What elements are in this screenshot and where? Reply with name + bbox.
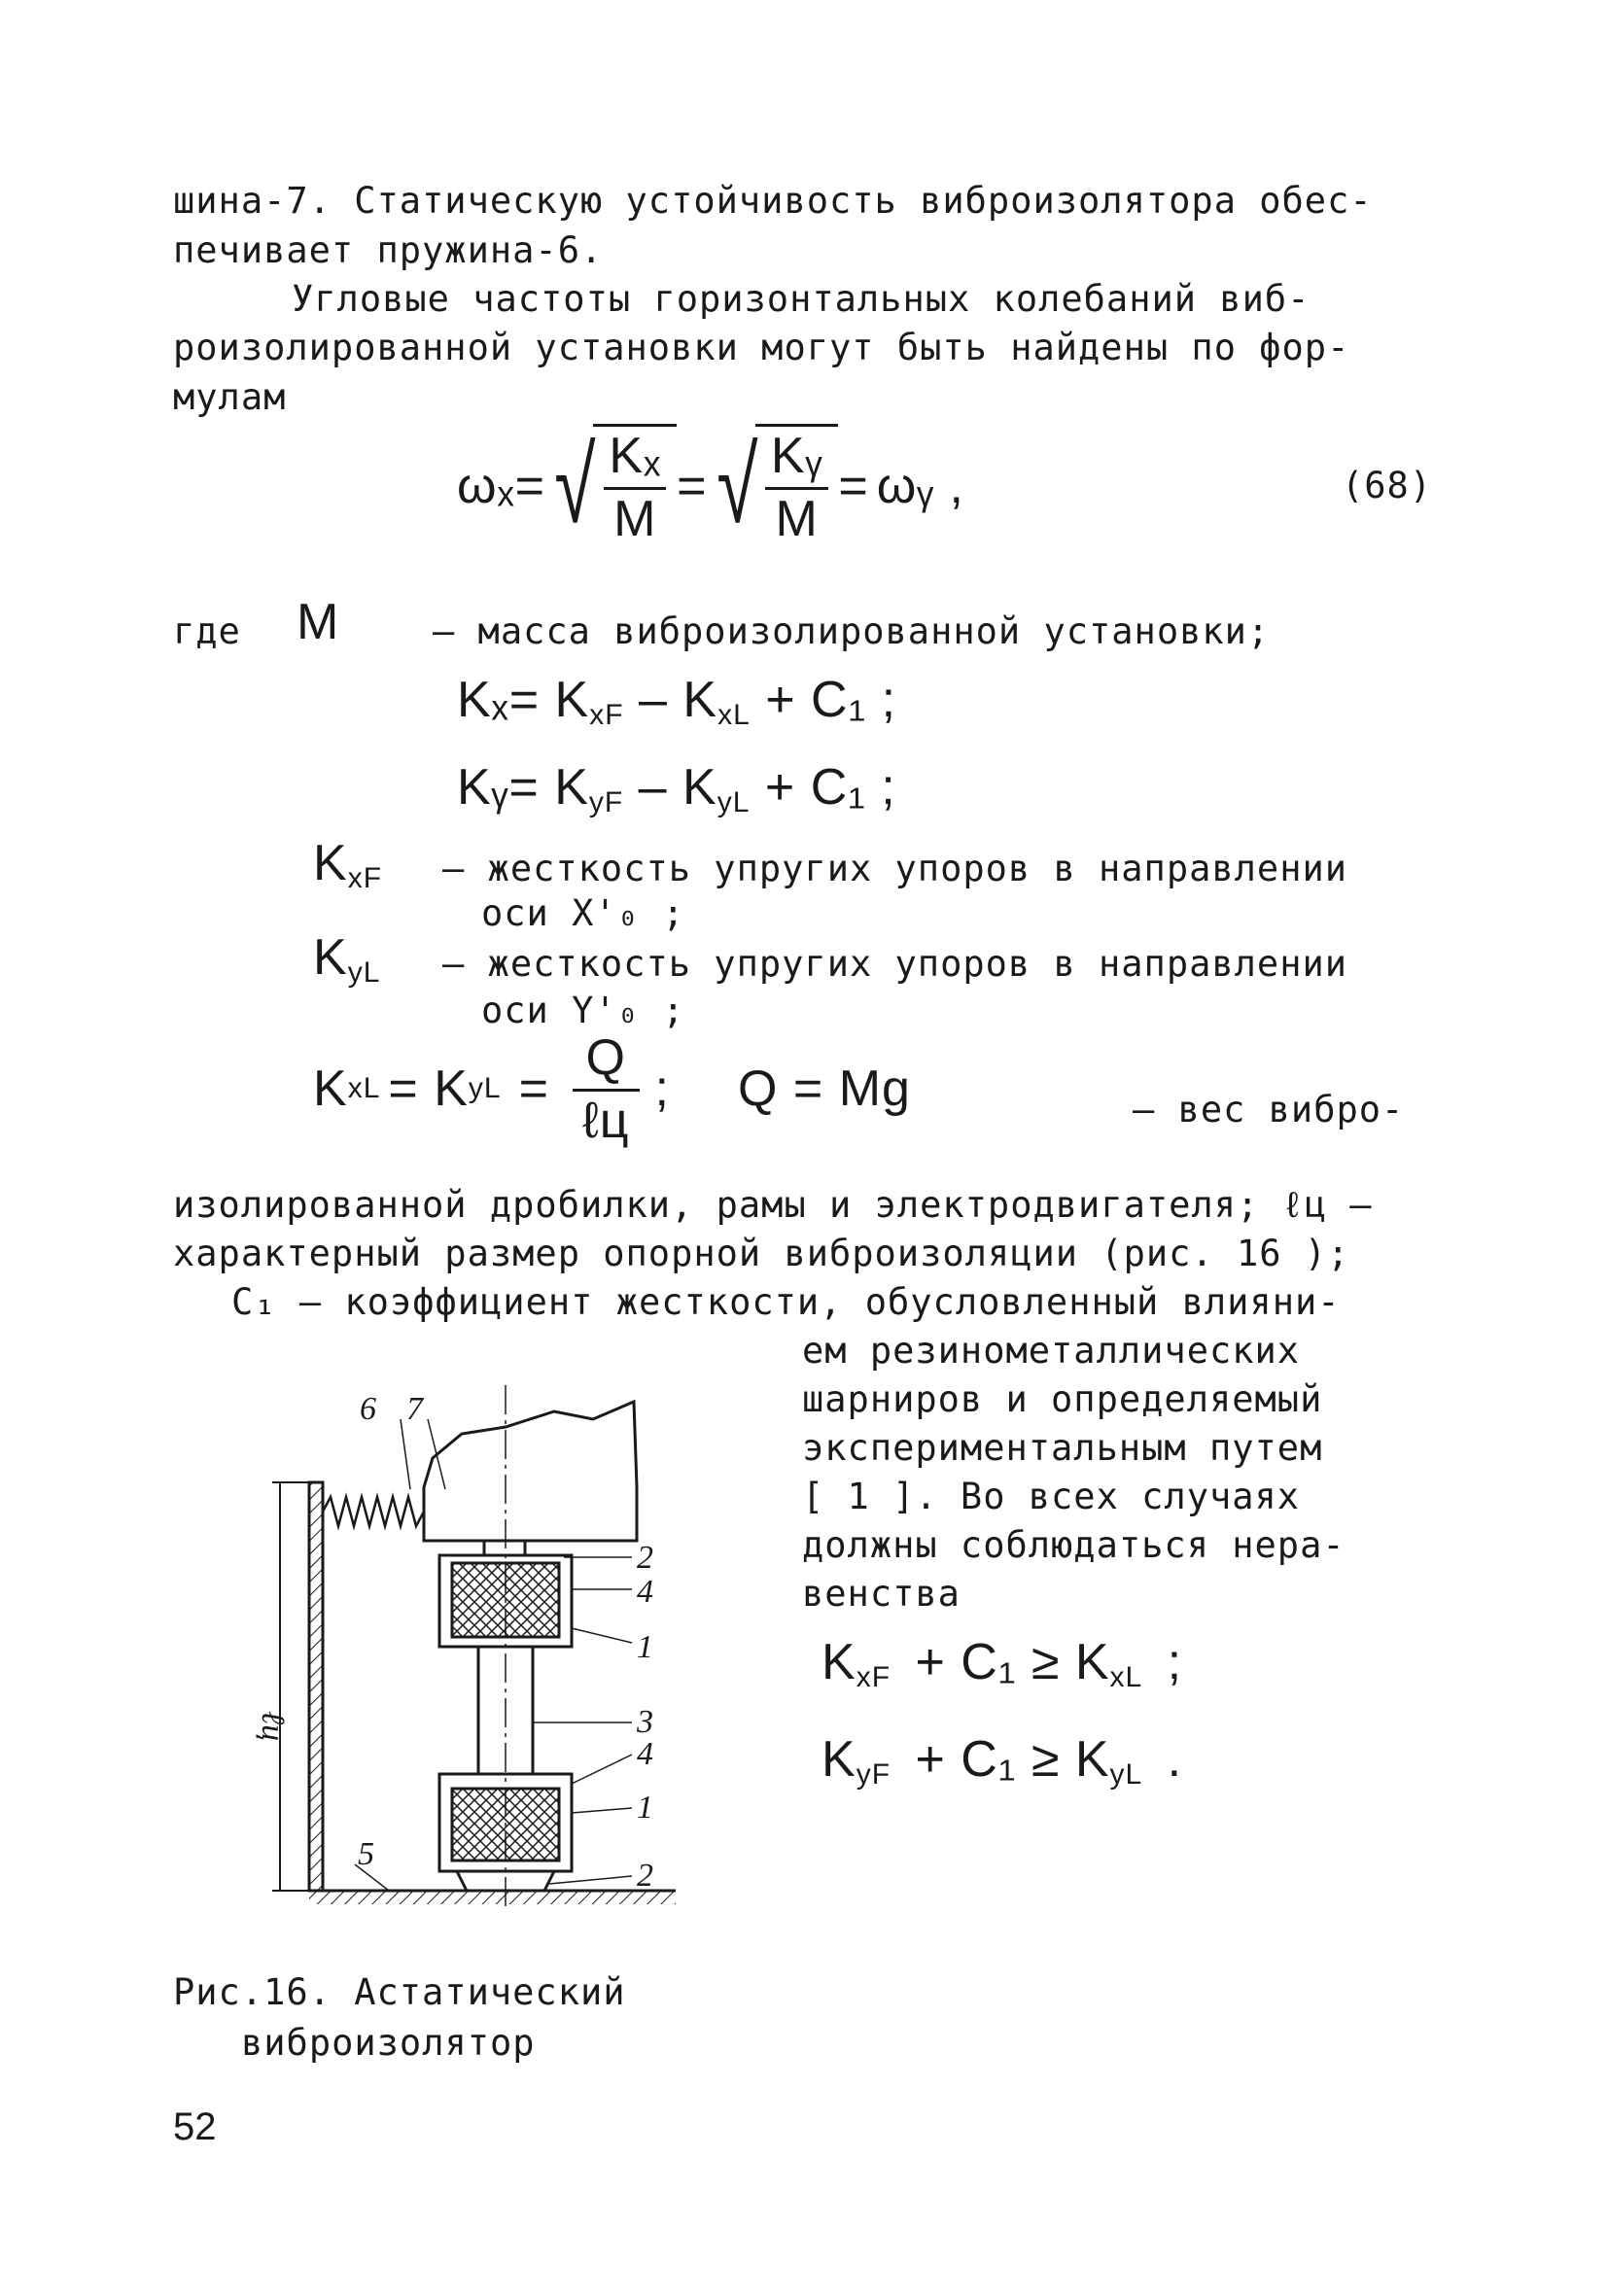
sqrt-kx-m <box>545 424 677 548</box>
figure-label: 3 <box>637 1704 653 1740</box>
omega-y: ωᵧ , <box>876 458 964 514</box>
spring <box>323 1497 424 1526</box>
figure-label: 4 <box>637 1736 653 1772</box>
radical-icon: √ <box>554 426 597 545</box>
numerator: Kᵧ <box>770 428 823 484</box>
figure-label: 1 <box>637 1629 653 1665</box>
text-line: шина-7. Статическую устойчивость виброизолятора обес- <box>173 180 1373 222</box>
figure-label: 5 <box>358 1836 374 1872</box>
kyl-definition: – жесткость упругих упоров в направлении <box>442 943 1348 985</box>
equation-number: (68) <box>1342 465 1433 506</box>
text-line: ем резинометаллических <box>802 1330 1301 1372</box>
inequality-x: $K_{xF} + C_1 \ge K_{xL}$ ; <box>821 1634 1183 1693</box>
wall <box>309 1482 323 1891</box>
upper-rubber <box>452 1563 559 1637</box>
where-word: где <box>173 610 241 652</box>
text-line: [ 1 ]. Во всех случаях <box>802 1476 1301 1517</box>
radical-icon: √ <box>716 426 758 545</box>
figure-label: 7 <box>406 1391 423 1427</box>
equation-kx: $K_x= K_{xF} - K_{xL} + C_1$ ; <box>457 672 897 731</box>
formula-68 <box>457 418 964 554</box>
where-symbol: M <box>297 594 340 650</box>
equals-sign: = <box>514 458 546 514</box>
text-line: должны соблюдаться нера- <box>802 1524 1346 1566</box>
text-line: C₁ – коэффициент жесткости, обусловленный влияни- <box>231 1281 1341 1323</box>
kxf-definition-axis: оси X'₀ ; <box>481 892 685 934</box>
upper-pin <box>484 1541 525 1555</box>
text-line: Угловые частоты горизонтальных колебаний виб- <box>292 278 1311 320</box>
figure-label: 1 <box>637 1790 653 1826</box>
figure-label: 2 <box>637 1540 653 1576</box>
sqrt-ky-m <box>708 424 839 548</box>
equals-sign: = <box>677 458 708 514</box>
vibration-isolator-figure <box>194 1380 700 1925</box>
vibro-body <box>424 1402 637 1541</box>
inequality-y: $K_{yF} + C_1 \ge K_{yL}$ . <box>821 1731 1183 1791</box>
equals-sign: = <box>838 458 869 514</box>
figure-caption: Рис.16. Астатический <box>173 1971 626 2013</box>
weight-description: – вес вибро- <box>1133 1089 1405 1131</box>
numerator: Kₓ <box>609 428 662 484</box>
text-line: характерный размер опорной виброизоляции (рис. 16 ); <box>173 1233 1350 1274</box>
fraction-q-lc: $\frac{Q}{\text{ℓц}}$ <box>573 1028 640 1150</box>
text-line: шарниров и определяемый <box>802 1378 1323 1420</box>
lower-rubber <box>452 1789 559 1861</box>
omega-x: ωₓ <box>457 458 515 514</box>
text-line: мулам <box>173 376 287 418</box>
text-line: роизолированной установки могут быть найдены по фор- <box>173 327 1350 368</box>
figure-label: 4 <box>637 1574 653 1610</box>
q-equals-mg: Q = Mg <box>737 1061 911 1117</box>
kxf-symbol: $K_{xF}$ <box>313 835 383 894</box>
equation-ky: Kᵧ= $K_{yF} - K_{yL} + C_1$ ; <box>457 759 896 818</box>
denominator: M <box>604 487 666 548</box>
kyl-definition-axis: оси Y'₀ ; <box>481 990 685 1031</box>
kyl-symbol: $K_{yL}$ <box>313 929 381 989</box>
figure-caption: виброизолятор <box>241 2022 536 2064</box>
equation-kl: K xL = K yL = $\frac{Q}{\text{ℓц}}$ ; Q = Mg <box>313 1028 911 1149</box>
page-number: 52 <box>173 2105 217 2148</box>
denominator: M <box>765 487 827 548</box>
text-line: изолированной дробилки, рамы и электродвигателя; ℓц – <box>173 1184 1373 1226</box>
where-description: – масса виброизолированной установки; <box>433 610 1271 652</box>
dimension-label: ℓц <box>255 1711 291 1742</box>
figure-label: 2 <box>637 1858 653 1894</box>
text-line: печивает пружина-6. <box>173 229 604 271</box>
text-line: венства <box>802 1573 961 1615</box>
ground-hatch <box>309 1891 676 1904</box>
figure-label: 6 <box>360 1391 376 1427</box>
text-line: экспериментальным путем <box>802 1427 1323 1469</box>
kxf-definition: – жесткость упругих упоров в направлении <box>442 848 1348 889</box>
